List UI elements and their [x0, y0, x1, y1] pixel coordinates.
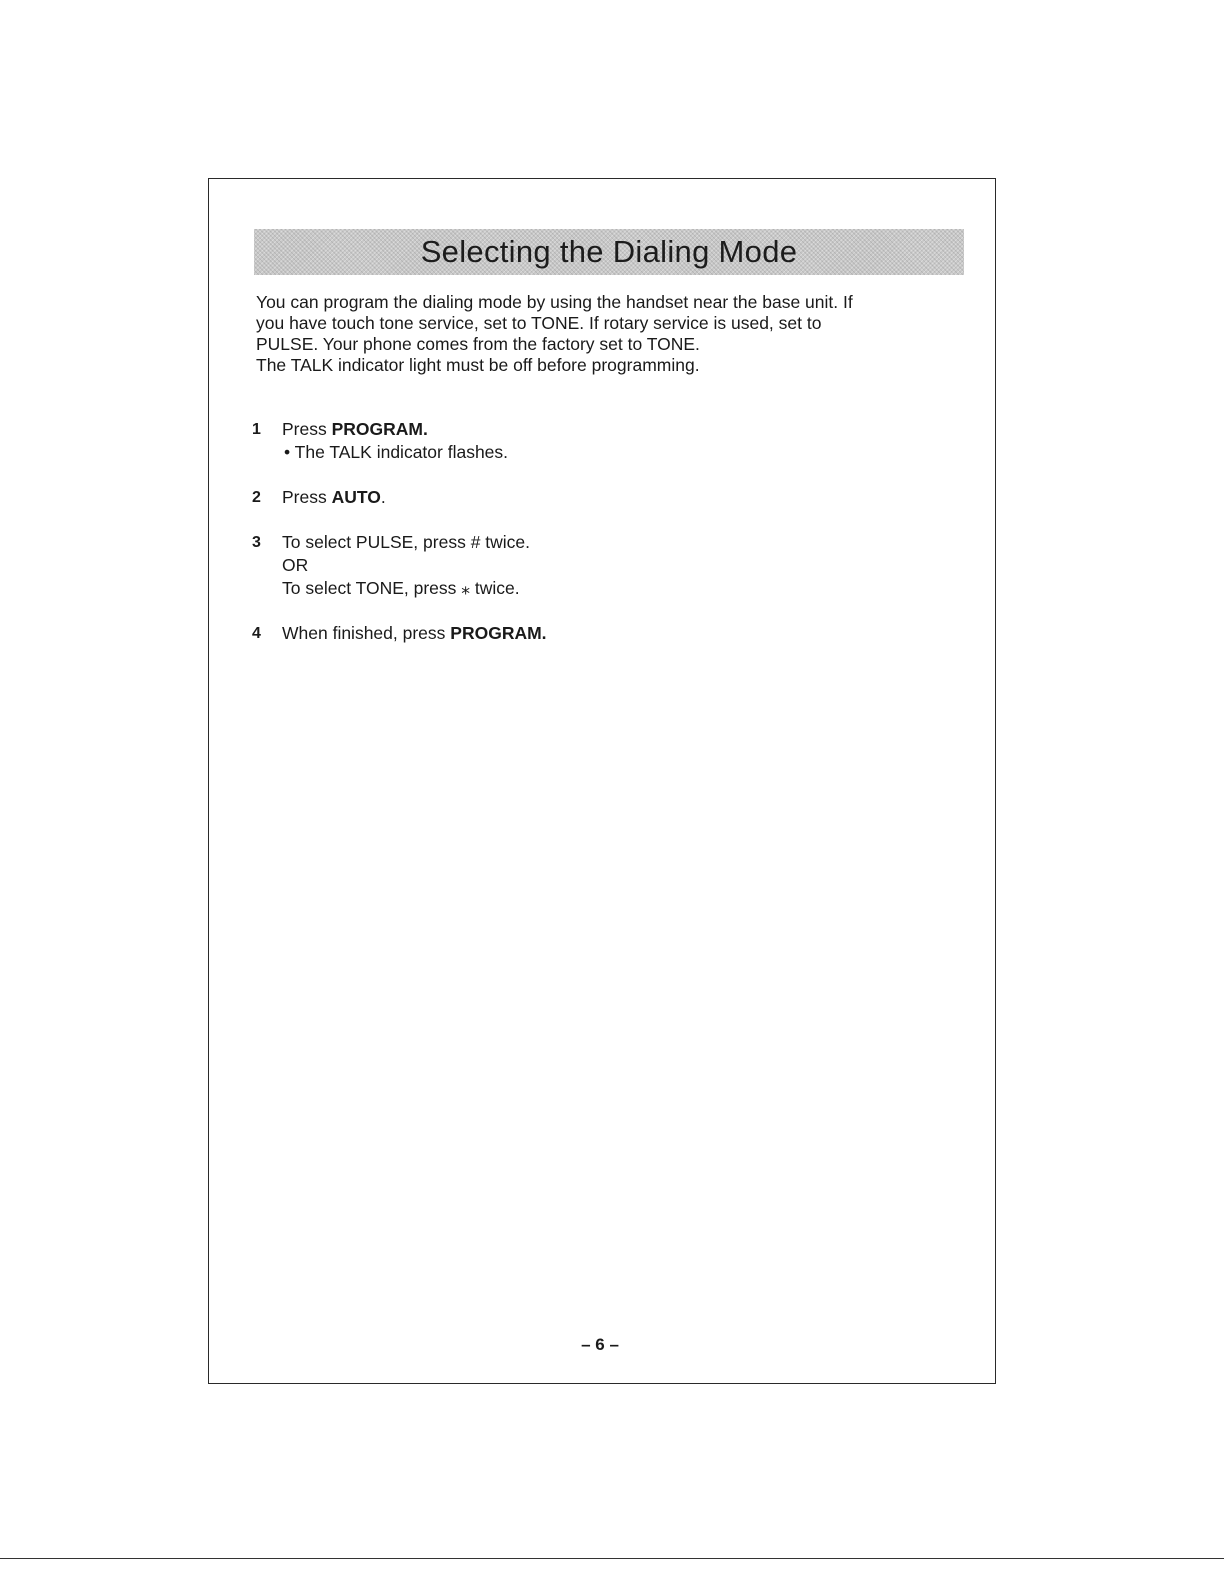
step-number: 1: [252, 421, 261, 438]
step-note: • The TALK indicator flashes.: [284, 442, 509, 462]
step-2: [252, 486, 952, 509]
intro-line: PULSE. Your phone comes from the factory set to TONE.: [256, 334, 700, 354]
intro-line: You can program the dialing mode by using the handset near the base unit. If: [256, 292, 853, 312]
step-number: 2: [252, 489, 261, 506]
step-4: [252, 622, 952, 645]
step-number: 4: [252, 625, 261, 642]
step-prefix: Press: [282, 487, 332, 507]
step-suffix: .: [541, 623, 547, 643]
page-number: – 6 –: [581, 1335, 619, 1354]
intro-paragraph: [256, 292, 956, 376]
step-text-tone: To select TONE, press ⁎ twice.: [282, 578, 520, 598]
program-key-label: PROGRAM: [331, 419, 423, 439]
step-suffix: .: [423, 419, 428, 439]
step-text: [282, 418, 952, 441]
intro-line: The TALK indicator light must be off before programming.: [256, 355, 700, 375]
section-title: Selecting the Dialing Mode: [420, 234, 798, 269]
step-text-pulse: To select PULSE, press # twice.: [282, 532, 531, 552]
program-key-label: PROGRAM: [450, 623, 542, 643]
step-prefix: Press: [282, 419, 332, 439]
step-text: [282, 486, 952, 509]
step-text-or: OR: [282, 555, 309, 575]
steps-list: [252, 418, 952, 667]
scan-edge-line: [0, 1558, 1224, 1559]
step-3: [252, 531, 952, 600]
step-1: [252, 418, 952, 464]
step-text: [282, 622, 952, 645]
step-prefix: When finished, press: [282, 623, 451, 643]
auto-key-label: AUTO: [331, 487, 381, 507]
section-banner: [254, 229, 964, 275]
step-suffix: .: [380, 487, 386, 507]
intro-line: you have touch tone service, set to TONE. If rotary service is used, set to: [256, 313, 822, 333]
step-number: 3: [252, 534, 261, 551]
